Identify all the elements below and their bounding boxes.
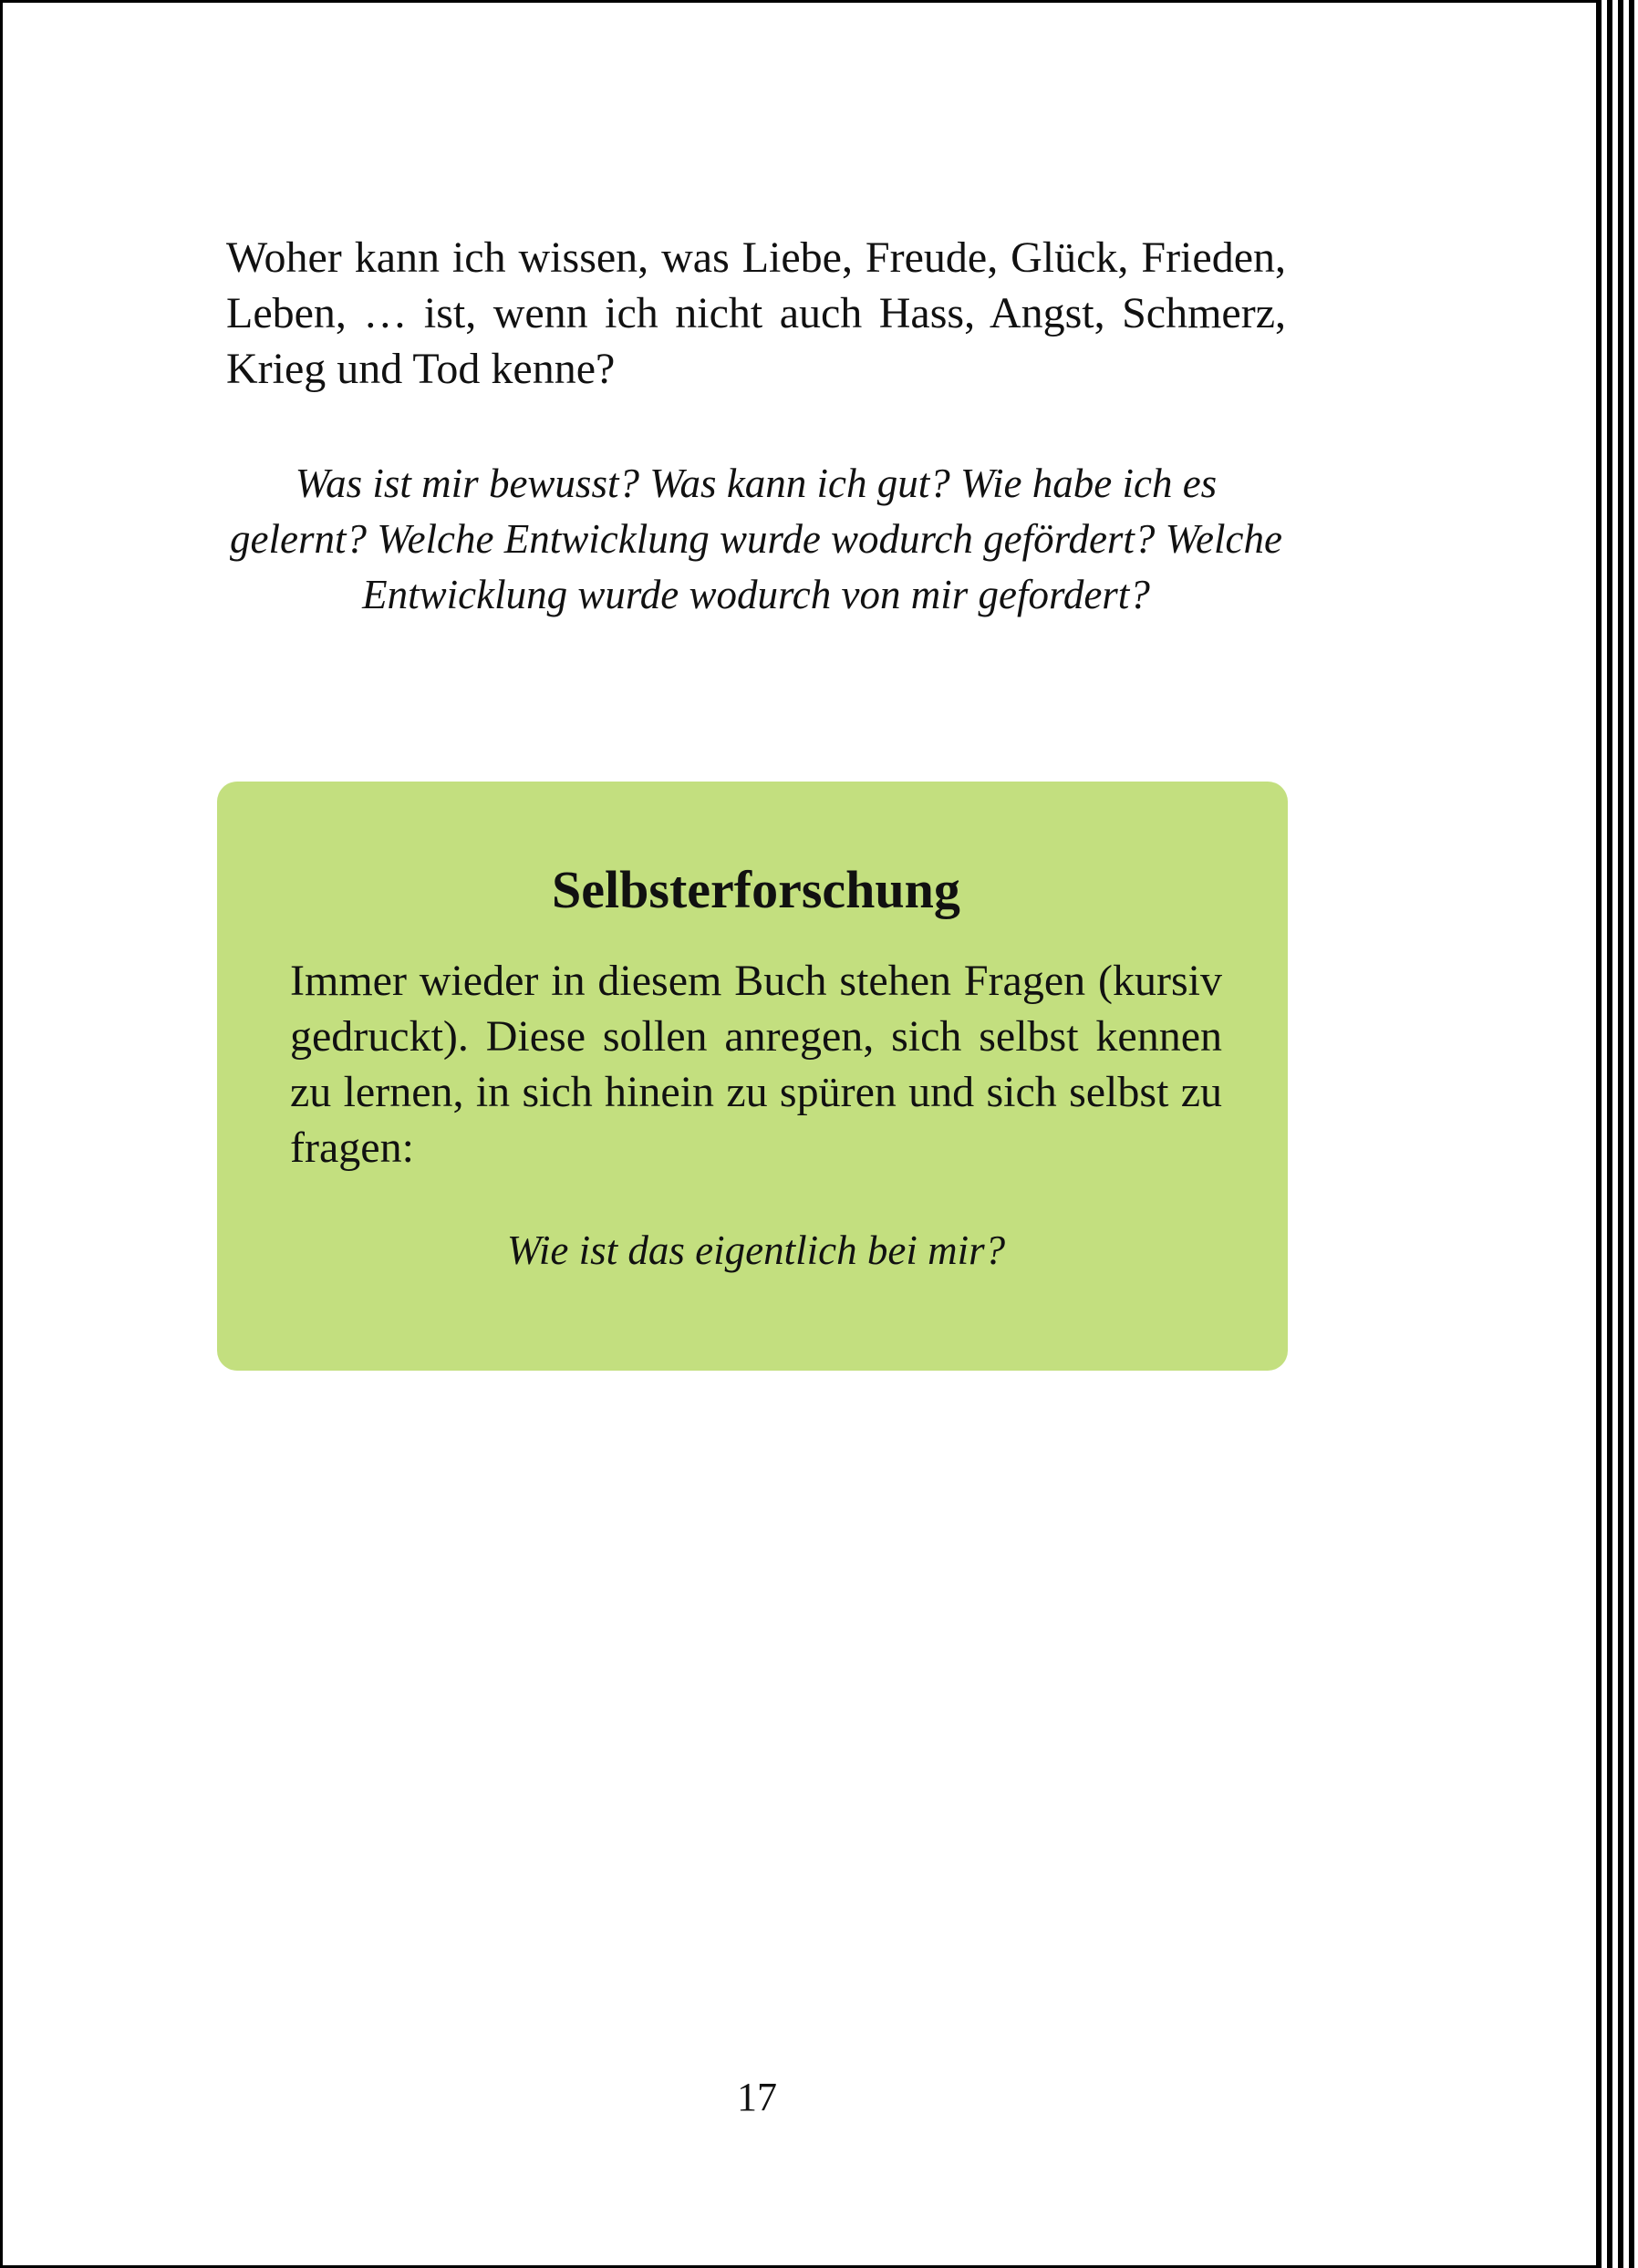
page-edge-stripes <box>1596 0 1638 2268</box>
info-box-text: Immer wieder in diesem Buch stehen Fragen (kursiv gedruckt). Diese sollen anregen, sich selbst kennen zu lernen, in sich hinein zu spüren und sich selbst zu fragen: <box>290 957 1222 1172</box>
info-box-title: Selbsterforschung <box>552 860 960 919</box>
info-box <box>217 782 1288 1371</box>
page-number: 17 <box>737 2075 777 2119</box>
reflection-questions: Was ist mir bewusst? Was kann ich gut? Wie habe ich es gelernt? Welche Entwicklung wurde wodurch gefördert? Welche Entwicklung wurde wodurch von mir gefordert? <box>230 461 1282 617</box>
intro-paragraph: Woher kann ich wissen, was Liebe, Freude, Glück, Frieden, Leben, … ist, wenn ich nicht auch Hass, Angst, Schmerz, Krieg und Tod kenne? <box>226 233 1286 393</box>
info-box-question: Wie ist das eigentlich bei mir? <box>506 1227 1006 1273</box>
